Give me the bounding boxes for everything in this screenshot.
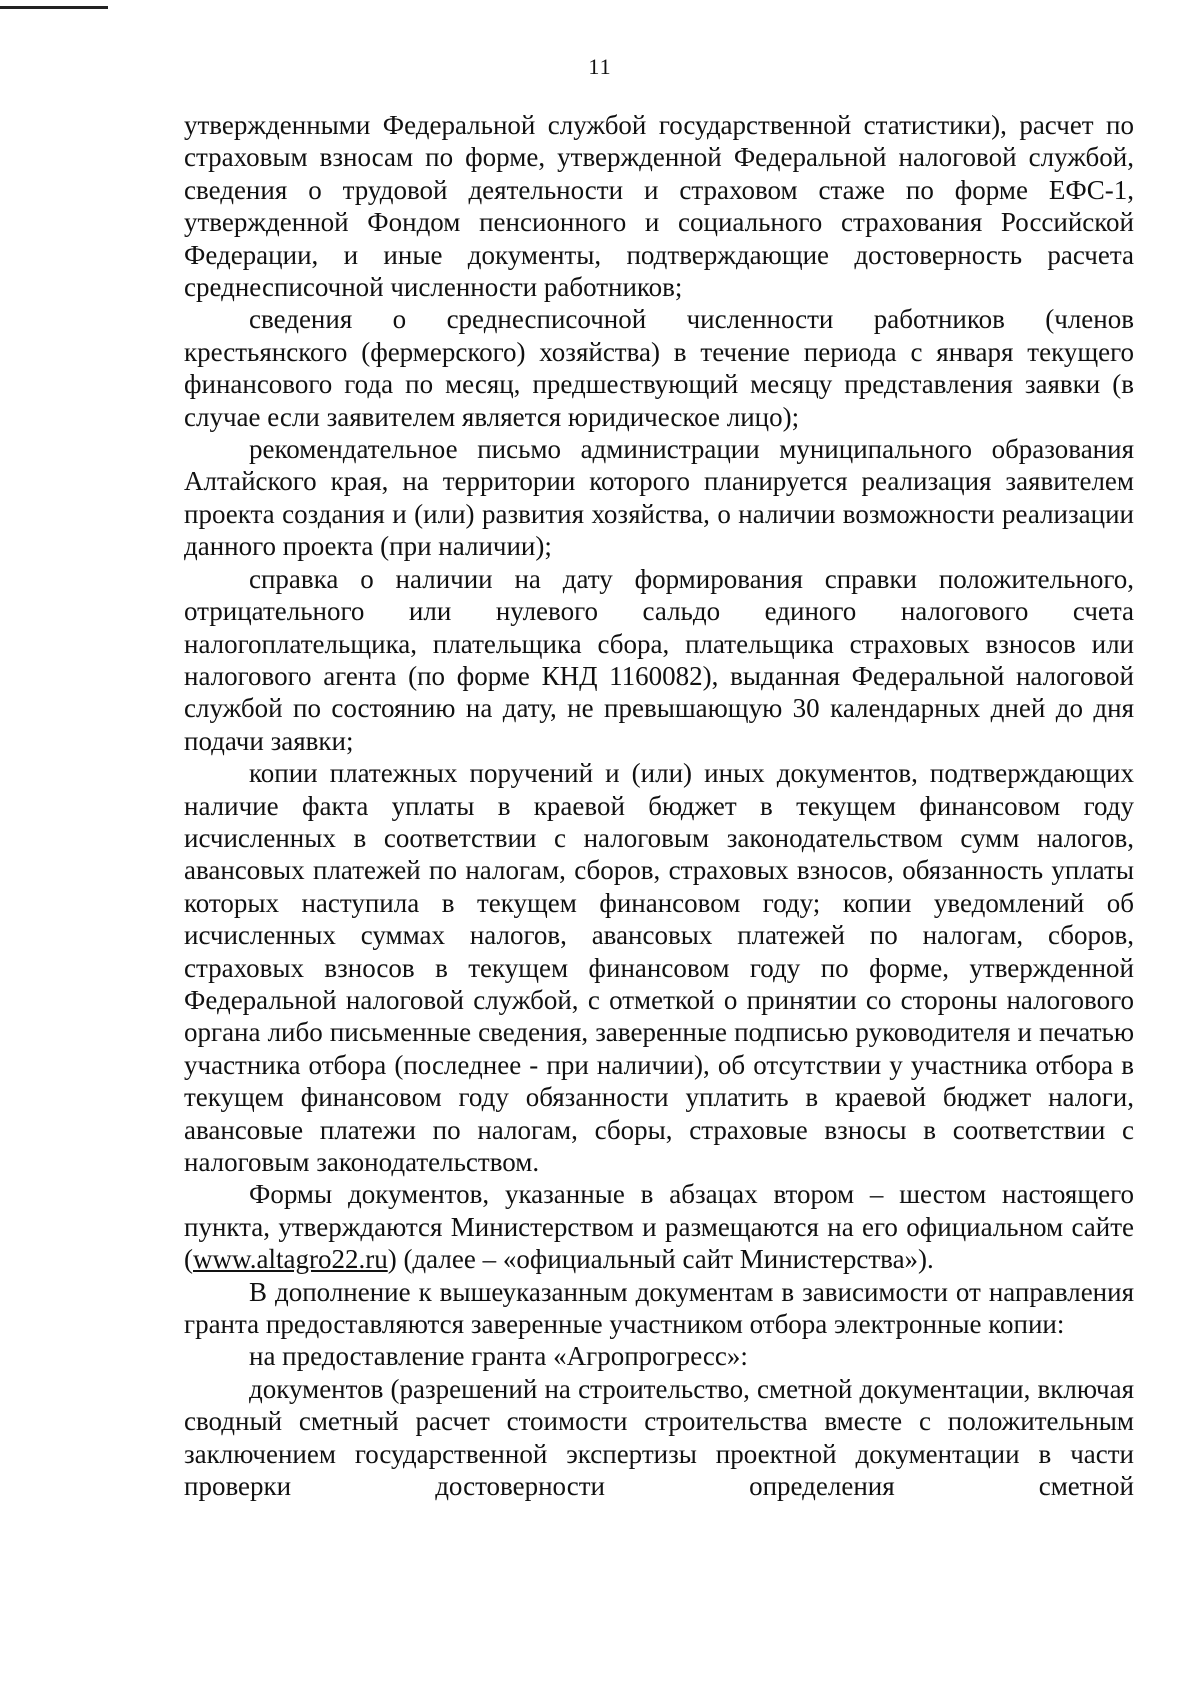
ministry-website-link[interactable]: www.altagro22.ru (193, 1244, 388, 1275)
forms-text-before-link: Формы документов, указанные в абзацах втором – шестом настоящего пункта, утверждаются Министерством и размещаются на его официальном сайте ( (184, 1179, 1134, 1275)
paragraph-headcount-info: сведения о среднесписочной численности работников (членов крестьянского (фермерского) хозяйства) в течение периода с января текущего финансового года по месяц, предшествующий месяцу представления заявки (в случае если заявителем является юридическое лицо); (184, 304, 1134, 432)
scan-edge-mark (0, 6, 108, 9)
paragraph-tax-balance-certificate: справка о наличии на дату формирования справки положительного, отрицательного или нулевого сальдо единого налогового счета налогоплательщика, плательщика сбора, плательщика страховых взносов или налогового агента (по форме КНД 1160082), выданная Федеральной налоговой службой по состоянию на дату, не превышающую 30 календарных дней до дня подачи заявки; (184, 563, 1134, 756)
paragraph-recommendation-letter: рекомендательное письмо администрации муниципального образования Алтайского края, на территории которого планируется реализация заявителем проекта создания и (или) развития хозяйства, о наличии возможности реализации данного проекта (при наличии); (184, 434, 1134, 562)
paragraph-additional-documents: В дополнение к вышеуказанным документам в зависимости от направления гранта предоставляются заверенные участником отбора электронные копии: (184, 1276, 1134, 1340)
paragraph-continuation: утвержденными Федеральной службой государственной статистики), расчет по страховым взносам по форме, утвержденной Федеральной налоговой службой, сведения о трудовой деятельности и страховом стаже по форме ЕФС-1, утвержденной Фондом пенсионного и социального страхования Российской Федерации, и иные документы, подтверждающие достоверность расчета среднесписочной численности работников; (184, 110, 1134, 303)
paragraph-construction-documents: документов (разрешений на строительство, сметной документации, включая сводный сметный расчет стоимости строительства вместе с положительным заключением государственной экспертизы проектной документации в части проверки достоверности определения сметной (184, 1373, 1134, 1502)
paragraph-agroprogress-grant: на предоставление гранта «Агропрогресс»: (249, 1341, 748, 1372)
page-number: 11 (588, 54, 612, 79)
paragraph-document-forms (184, 1178, 1134, 1275)
forms-text-after-link: ) (далее – «официальный сайт Министерства»). (387, 1244, 934, 1275)
paragraph-payment-copies: копии платежных поручений и (или) иных документов, подтверждающих наличие факта уплаты в краевой бюджет в текущем финансовом году исчисленных в соответствии с налоговым законодательством сумм налогов, авансовых платежей по налогам, сборов, страховых взносов, обязанность уплаты которых наступила в текущем финансовом году; копии уведомлений об исчисленных суммах налогов, авансовых платежей по налогам, сборов, страховых взносов в текущем финансовом году по форме, утвержденной Федеральной налоговой службой, с отметкой о принятии со стороны налогового органа либо письменные сведения, заверенные подписью руководителя и печатью участника отбора (последнее - при наличии), об отсутствии у участника отбора в текущем финансовом году обязанности уплатить в краевой бюджет налоги, авансовые платежи по налогам, сборы, страховые взносы в соответствии с налоговым законодательством. (184, 758, 1134, 1177)
document-body (184, 109, 1134, 1502)
